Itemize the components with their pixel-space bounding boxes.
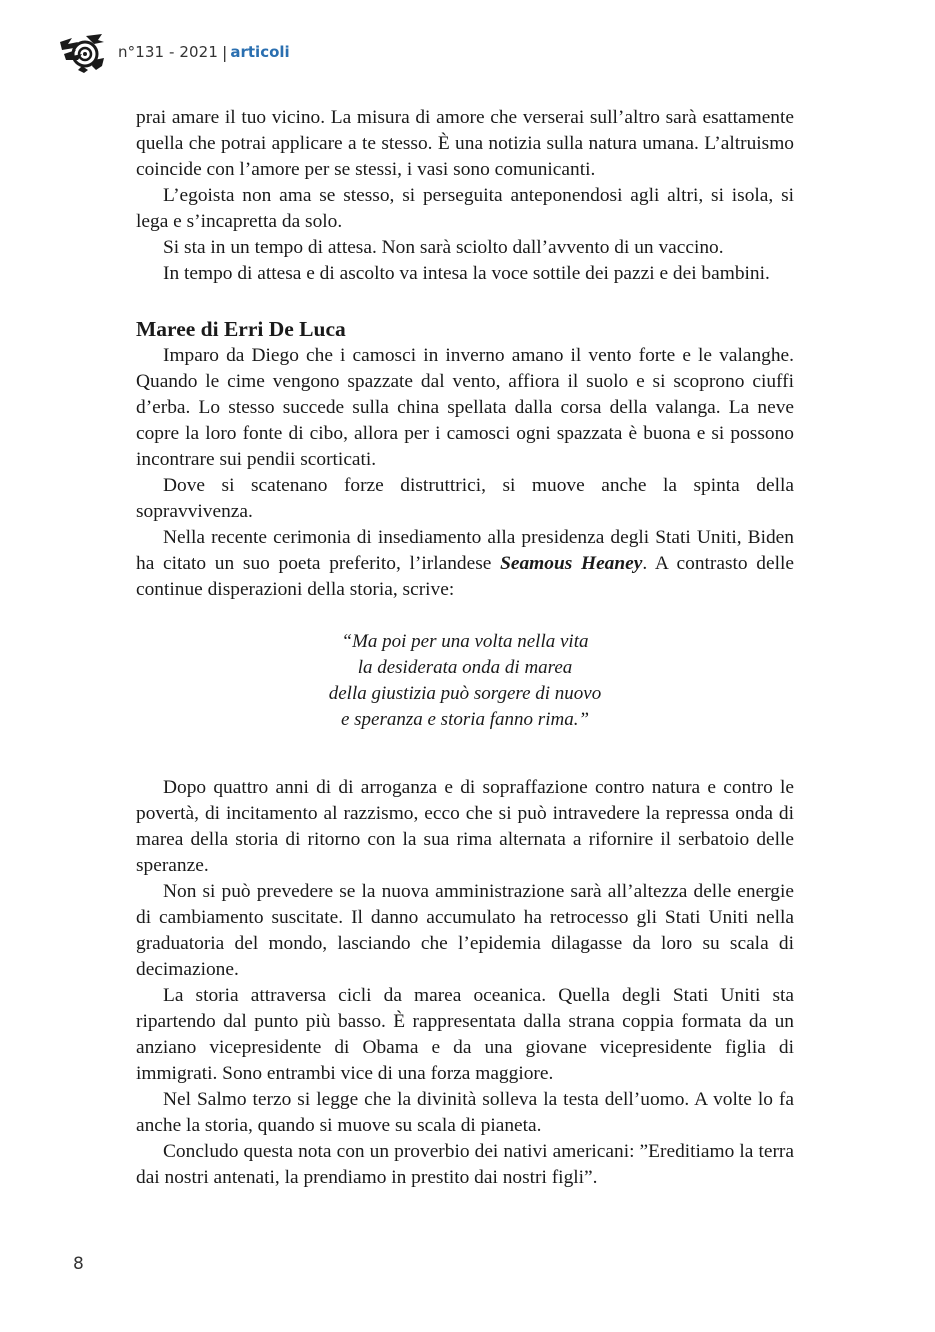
header-separator: |: [221, 42, 228, 62]
poem-line: “Ma poi per una volta nella vita: [341, 631, 589, 652]
poet-name: Seamous Heaney: [500, 553, 643, 574]
paragraph: L’egoista non ama se stesso, si perseguita anteponendosi agli altri, si isola, si lega e s’incapretta da solo.: [136, 185, 794, 232]
section-label: articoli: [230, 43, 290, 61]
poem-line: e speranza e storia fanno rima.”: [340, 709, 590, 730]
paragraph: Imparo da Diego che i camosci in inverno amano il vento forte e le valanghe. Quando le cime vengono spazzate dal vento, affiora il suolo e si scoprono ciuffi d’erba. Lo stesso succede sulla china spellata dalla corsa della valanga. La neve copre la loro fonte di cibo, allora per i camosci ogni spazzata è buona e si possono incontrare sui pendii scorticati.: [136, 345, 794, 470]
paragraph: Concludo questa nota con un proverbio dei nativi americani: ”Ereditiamo la terra dai nostri antenati, la prendiamo in prestito dai nostri figli”.: [136, 1141, 794, 1188]
paragraph: La storia attraversa cicli da marea oceanica. Quella degli Stati Uniti sta ripartendo dal punto più basso. È rappresentata dalla strana coppia formata da un anziano vicepresidente di Obama e da una giovane vicepresidente figlia di immigrati. Sono entrambi vice di una forza maggiore.: [136, 985, 794, 1084]
paragraph-text: . A contrasto delle continue disperazioni della storia, scrive:: [136, 553, 794, 600]
running-header: [58, 30, 290, 74]
poem-line: della giustizia può sorgere di nuovo: [328, 683, 602, 704]
paragraph: Nel Salmo terzo si legge che la divinità solleva la testa dell’uomo. A volte lo fa anche la storia, quando si muove su scala di pianeta.: [136, 1089, 794, 1136]
poem-quote: [136, 629, 794, 733]
issue-number: n°131 - 2021: [118, 43, 218, 61]
paragraph: Non si può prevedere se la nuova amministrazione sarà all’altezza delle energie di cambiamento suscitate. Il danno accumulato ha retrocesso gli Stati Uniti nella graduatoria del mondo, lasciando che l’epidemia dilagasse da loro su scala di decimazione.: [136, 881, 794, 980]
paragraph: Dopo quattro anni di di arroganza e di sopraffazione contro natura e contro le povertà, di incitamento al razzismo, ecco che si può intravedere la repressa onda di marea della storia di ritorno con la sua rima alternata a rifornire il serbatoio delle speranze.: [136, 777, 794, 876]
bird-logo-icon: [58, 30, 106, 74]
paragraph: In tempo di attesa e di ascolto va intesa la voce sottile dei pazzi e dei bambini.: [163, 263, 770, 284]
paragraph-text: Nella recente cerimonia di insediamento alla presidenza degli Stati Uniti, Biden ha citato un suo poeta preferito, l’irlandese: [136, 527, 794, 574]
section-heading: Maree di Erri De Luca: [136, 317, 346, 341]
page-number: 8: [73, 1254, 84, 1274]
poem-line: la desiderata onda di marea: [357, 657, 573, 678]
paragraph: Dove si scatenano forze distruttrici, si muove anche la spinta della sopravvivenza.: [136, 475, 794, 522]
paragraph: prai amare il tuo vicino. La misura di amore che verserai sull’altro sarà esattamente quella che potrai applicare a te stesso. È una notizia sulla natura umana. L’altruismo coincide con l’amore per se stessi, i vasi sono comunicanti.: [136, 107, 794, 180]
paragraph: [136, 525, 794, 603]
article-body: [136, 105, 794, 1191]
paragraph: Si sta in un tempo di attesa. Non sarà sciolto dall’avvento di un vaccino.: [163, 237, 724, 258]
